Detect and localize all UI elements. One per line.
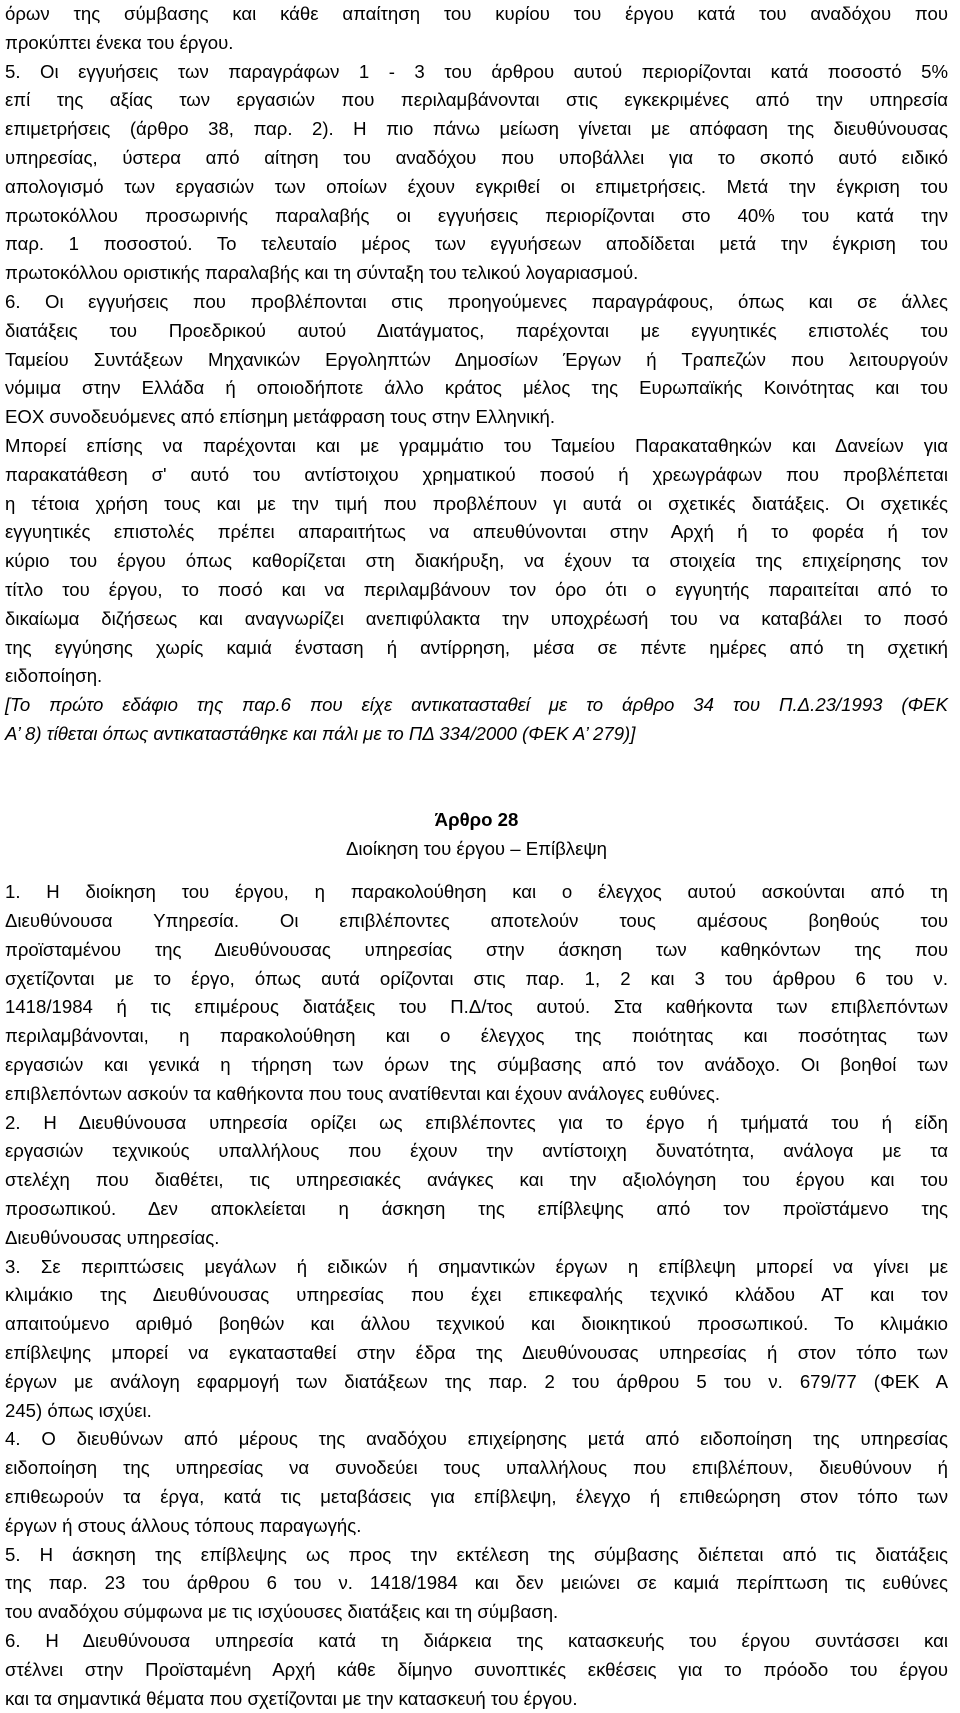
text-line: έργων ή στους άλλους τόπους παραγωγής. <box>5 1514 362 1536</box>
text-line: εργασιών και γενικά η τήρηση των όρων της σύμβασης από τον ανάδοχο. Οι βοηθοί των <box>5 1054 948 1076</box>
text-line: κύριο του έργου όπως καθορίζεται στη διακήρυξη, να έχουν τα στοιχεία της επιχείρησης τον <box>5 550 948 572</box>
text-line: 6. Η Διευθύνουσα υπηρεσία κατά τη διάρκεια της κατασκευής του έργου συντάσσει και <box>5 1630 948 1652</box>
text-line: υπηρεσίας, ύστερα από αίτηση του αναδόχου που υποβάλλει για το σκοπό αυτό ειδικό <box>5 146 948 168</box>
text-line: νόμιμα στην Ελλάδα ή οποιοδήποτε άλλο κράτος μέλος της Ευρωπαϊκής Κοινότητας και του <box>5 377 948 399</box>
article-heading: Άρθρο 28 <box>434 809 519 831</box>
text-line: πρωτοκόλλου προσωρινής παραλαβής οι εγγυήσεις περιορίζονται στο 40% του κατά την <box>5 204 948 226</box>
document-body-top <box>5 0 948 749</box>
text-line: 4. Ο διευθύνων από μέρους της αναδόχου επιχείρησης μετά από ειδοποίηση της υπηρεσίας <box>5 1428 948 1450</box>
text-line: Α’ 8) τίθεται όπως αντικαταστάθηκε και πάλι με το ΠΔ 334/2000 (ΦΕΚ Α’ 279)] <box>5 722 636 744</box>
text-line: δικαίωμα διζήσεως και αναγνωρίζει ανεπιφύλακτα την υποχρέωσή του να καταβάλει το ποσό <box>5 607 948 629</box>
text-line: και τα σημαντικά θέματα που σχετίζονται με την κατασκευή του έργου. <box>5 1687 578 1709</box>
text-line: όρων της σύμβασης και κάθε απαίτηση του κυρίου του έργου κατά του αναδόχου που <box>5 3 948 24</box>
text-line: Μπορεί επίσης να παρέχονται και με γραμμάτιο του Ταμείου Παρακαταθηκών και Δανείων για <box>5 434 948 456</box>
text-line: τίτλο του έργου, το ποσό και να περιλαμβάνουν τον όρο ότι ο εγγυητής παραιτείται από το <box>5 578 948 600</box>
text-line: της παρ. 23 του άρθρου 6 του ν. 1418/1984 και δεν μειώνει σε καμιά περίπτωση τις ευθύνες <box>5 1572 948 1594</box>
text-line: [Το πρώτο εδάφιο της παρ.6 που είχε αντικατασταθεί με το άρθρο 34 του Π.Δ.23/1993 (ΦΕΚ <box>5 694 948 716</box>
document-body-bottom <box>5 878 948 1713</box>
text-line: η τέτοια χρήση τους και με την τιμή που προβλέπουν γι αυτά οι σχετικές διατάξεις. Οι σχετικές <box>5 492 948 514</box>
text-line: Διευθύνουσα Υπηρεσία. Οι επιβλέποντες αποτελούν τους αμέσους βοηθούς του <box>5 910 948 932</box>
text-line: περιλαμβάνονται, η παρακολούθηση και ο έλεγχος της ποιότητας και ποσότητας των <box>5 1025 948 1047</box>
text-line: 1. Η διοίκηση του έργου, η παρακολούθηση και ο έλεγχος αυτού ασκούνται από τη <box>5 881 948 903</box>
text-line: έργων με ανάλογη εφαρμογή των διατάξεων της παρ. 2 του άρθρου 5 του ν. 679/77 (ΦΕΚ Α <box>5 1370 948 1392</box>
text-line: διατάξεις του Προεδρικού αυτού Διατάγματος, παρέχονται με εγγυητικές επιστολές του <box>5 319 948 341</box>
text-line: επί της αξίας των εργασιών που περιλαμβάνονται στις εγκεκριμένες από την υπηρεσία <box>5 89 948 111</box>
text-line: 1418/1984 ή τις επιμέρους διατάξεις του Π.Δ/τος αυτού. Στα καθήκοντα των επιβλεπόντων <box>5 996 948 1018</box>
text-line: απαιτούμενο αριθμό βοηθών και άλλου τεχνικού και διοικητικού προσωπικού. Το κλιμάκιο <box>5 1313 948 1335</box>
text-line: στελέχη που διαθέτει, τις υπηρεσιακές ανάγκες και την αξιολόγηση του έργου και του <box>5 1169 948 1191</box>
text-line: ειδοποίηση της υπηρεσίας να συνοδεύει τους υπαλλήλους που επιβλέπουν, διευθύνουν ή <box>5 1457 948 1479</box>
text-line: επιμετρήσεις (άρθρο 38, παρ. 2). Η πιο πάνω μείωση γίνεται με απόφαση της διευθύνουσας <box>5 118 948 140</box>
text-line: πρωτοκόλλου οριστικής παραλαβής και τη σύνταξη του τελικού λογαριασμού. <box>5 262 639 284</box>
text-line: 5. Η άσκηση της επίβλεψης ως προς την εκτέλεση της σύμβασης διέπεται από τις διατάξεις <box>5 1543 948 1565</box>
text-line: 3. Σε περιπτώσεις μεγάλων ή ειδικών ή σημαντικών έργων η επίβλεψη μπορεί να γίνει με <box>5 1255 948 1277</box>
text-line: 6. Οι εγγυήσεις που προβλέπονται στις προηγούμενες παραγράφους, όπως και σε άλλες <box>5 290 948 312</box>
text-line: στέλνει στην Προϊσταμένη Αρχή κάθε δίμηνο συνοπτικές εκθέσεις για το πρόοδο του έργου <box>5 1658 948 1680</box>
text-line: επίβλεψης μπορεί να εγκατασταθεί στην έδρα της Διευθύνουσας υπηρεσίας ή στον τόπο των <box>5 1342 948 1364</box>
text-line: 2. Η Διευθύνουσα υπηρεσία ορίζει ως επιβλέποντες για το έργο ή τμήματά του ή είδη <box>5 1111 948 1133</box>
text-line: εγγυητικές επιστολές πρέπει απαραιτήτως να απευθύνονται στην Αρχή ή το φορέα ή τον <box>5 521 948 543</box>
text-line: 5. Οι εγγυήσεις των παραγράφων 1 - 3 του άρθρου αυτού περιορίζονται κατά ποσοστό 5% <box>5 60 948 82</box>
article-subheading: Διοίκηση του έργου – Επίβλεψη <box>346 838 607 860</box>
text-line: ειδοποίηση. <box>5 665 103 687</box>
text-line: παρ. 1 ποσοστού. Το τελευταίο μέρος των εγγυήσεων αποδίδεται μετά την έγκριση του <box>5 233 948 255</box>
section-spacer <box>5 749 948 807</box>
text-line: Διευθύνουσας υπηρεσίας. <box>5 1226 220 1248</box>
text-line: ΕΟΧ συνοδευόμενες από επίσημη μετάφραση τους στην Ελληνική. <box>5 406 556 428</box>
text-line: προσωπικού. Δεν αποκλείεται η άσκηση της επίβλεψης από τον προϊστάμενο της <box>5 1198 948 1220</box>
section-spacer <box>5 864 948 878</box>
text-line: 245) όπως ισχύει. <box>5 1399 152 1421</box>
text-line: της εγγύησης χωρίς καμιά ένσταση ή αντίρρηση, μέσα σε πέντε ημέρες από τη σχετική <box>5 636 948 658</box>
text-line: απολογισμό των εργασιών των οποίων έχουν εγκριθεί οι επιμετρήσεις. Μετά την έγκριση του <box>5 175 948 197</box>
text-line: του αναδόχου σύμφωνα με τις ισχύουσες διατάξεις και τη σύμβαση. <box>5 1601 559 1623</box>
text-line: προκύπτει ένεκα του έργου. <box>5 31 234 53</box>
text-line: εργασιών τεχνικούς υπαλλήλους που έχουν την αντίστοιχη δυνατότητα, ανάλογα με τα <box>5 1140 948 1162</box>
text-line: κλιμάκιο της Διευθύνουσας υπηρεσίας που έχει επικεφαλής τεχνικό κλάδου ΑΤ και τον <box>5 1284 948 1306</box>
text-line: σχετίζονται με το έργο, όπως αυτά ορίζονται στις παρ. 1, 2 και 3 του άρθρου 6 του ν. <box>5 967 948 989</box>
text-line: προϊσταμένου της Διευθύνουσας υπηρεσίας στην άσκηση των καθηκόντων της που <box>5 938 948 960</box>
text-line: παρακατάθεση σ' αυτό του αντίστοιχου χρηματικού ποσού ή χρεωγράφων που προβλέπεται <box>5 463 948 485</box>
text-line: επιβλεπόντων ασκούν τα καθήκοντα που τους ανατίθενται και έχουν ανάλογες ευθύνες. <box>5 1082 720 1104</box>
text-line: επιθεωρούν τα έργα, κατά τις μεταβάσεις για επίβλεψη, έλεγχο ή επιθεώρηση στον τόπο των <box>5 1486 948 1508</box>
text-line: Ταμείου Συντάξεων Μηχανικών Εργοληπτών Δημοσίων Έργων ή Τραπεζών που λειτουργούν <box>5 348 948 370</box>
